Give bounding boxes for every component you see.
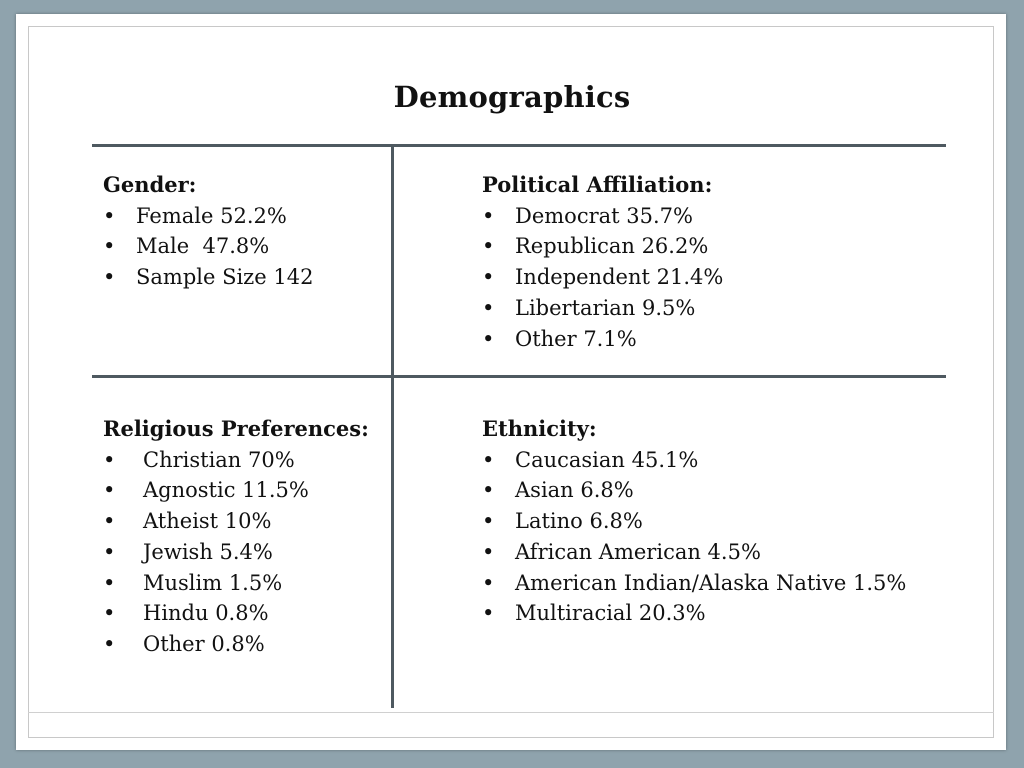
bullet-icon: • <box>482 539 495 564</box>
religion-section <box>103 414 369 660</box>
gender-list <box>103 201 313 293</box>
list-item-text: American Indian/Alaska Native 1.5% <box>515 570 907 595</box>
vertical-divider <box>391 146 394 708</box>
list-item-text: Christian 70% <box>143 447 295 472</box>
bullet-icon: • <box>482 447 495 472</box>
list-item-text: Female 52.2% <box>136 203 287 228</box>
list-item-text: Agnostic 11.5% <box>143 478 309 503</box>
list-item <box>103 629 369 660</box>
religion-list <box>103 445 369 660</box>
list-item <box>482 201 723 232</box>
bullet-icon: • <box>482 203 495 228</box>
list-item <box>103 506 369 537</box>
middle-divider <box>92 375 946 378</box>
bullet-icon: • <box>103 478 116 503</box>
bullet-icon: • <box>482 234 495 259</box>
bullet-icon: • <box>103 447 116 472</box>
list-item <box>482 262 723 293</box>
list-item <box>482 475 906 506</box>
bullet-icon: • <box>482 478 495 503</box>
list-item-text: Independent 21.4% <box>515 265 724 290</box>
list-item <box>482 445 906 476</box>
gender-heading: Gender: <box>103 172 197 197</box>
list-item <box>103 231 313 262</box>
list-item <box>103 598 369 629</box>
bullet-icon: • <box>482 295 495 320</box>
list-item-text: Atheist 10% <box>143 509 272 534</box>
list-item-text: Hindu 0.8% <box>143 601 269 626</box>
political-section <box>482 170 723 354</box>
list-item-text: Other 7.1% <box>515 326 637 351</box>
list-item-text: African American 4.5% <box>515 539 761 564</box>
list-item <box>103 445 369 476</box>
religion-heading: Religious Preferences: <box>103 416 369 441</box>
footer-rule <box>28 712 994 713</box>
political-list <box>482 201 723 355</box>
list-item <box>482 293 723 324</box>
list-item <box>103 568 369 599</box>
list-item <box>482 568 906 599</box>
list-item-text: Democrat 35.7% <box>515 203 693 228</box>
list-item <box>103 475 369 506</box>
top-divider <box>92 144 946 147</box>
bullet-icon: • <box>482 570 495 595</box>
bullet-icon: • <box>103 570 116 595</box>
list-item-text: Multiracial 20.3% <box>515 601 706 626</box>
bullet-icon: • <box>103 234 116 259</box>
gender-section <box>103 170 313 293</box>
list-item-text: Jewish 5.4% <box>143 539 273 564</box>
bullet-icon: • <box>482 601 495 626</box>
list-item-text: Male 47.8% <box>136 234 270 259</box>
list-item <box>482 324 723 355</box>
bullet-icon: • <box>482 265 495 290</box>
list-item-text: Muslim 1.5% <box>143 570 283 595</box>
list-item <box>103 201 313 232</box>
list-item-text: Other 0.8% <box>143 631 265 656</box>
slide-title: Demographics <box>393 80 631 114</box>
bullet-icon: • <box>103 203 116 228</box>
list-item <box>482 506 906 537</box>
ethnicity-heading: Ethnicity: <box>482 416 597 441</box>
bullet-icon: • <box>103 631 116 656</box>
list-item-text: Latino 6.8% <box>515 509 643 534</box>
list-item <box>103 262 313 293</box>
list-item <box>482 537 906 568</box>
bullet-icon: • <box>103 539 116 564</box>
political-heading: Political Affiliation: <box>482 172 713 197</box>
list-item-text: Asian 6.8% <box>515 478 634 503</box>
bullet-icon: • <box>482 509 495 534</box>
ethnicity-section <box>482 414 906 629</box>
list-item <box>103 537 369 568</box>
bullet-icon: • <box>103 601 116 626</box>
list-item <box>482 231 723 262</box>
list-item-text: Republican 26.2% <box>515 234 709 259</box>
bullet-icon: • <box>103 509 116 534</box>
list-item-text: Libertarian 9.5% <box>515 295 696 320</box>
bullet-icon: • <box>103 265 116 290</box>
list-item-text: Caucasian 45.1% <box>515 447 699 472</box>
list-item <box>482 598 906 629</box>
bullet-icon: • <box>482 326 495 351</box>
list-item-text: Sample Size 142 <box>136 265 314 290</box>
ethnicity-list <box>482 445 906 629</box>
